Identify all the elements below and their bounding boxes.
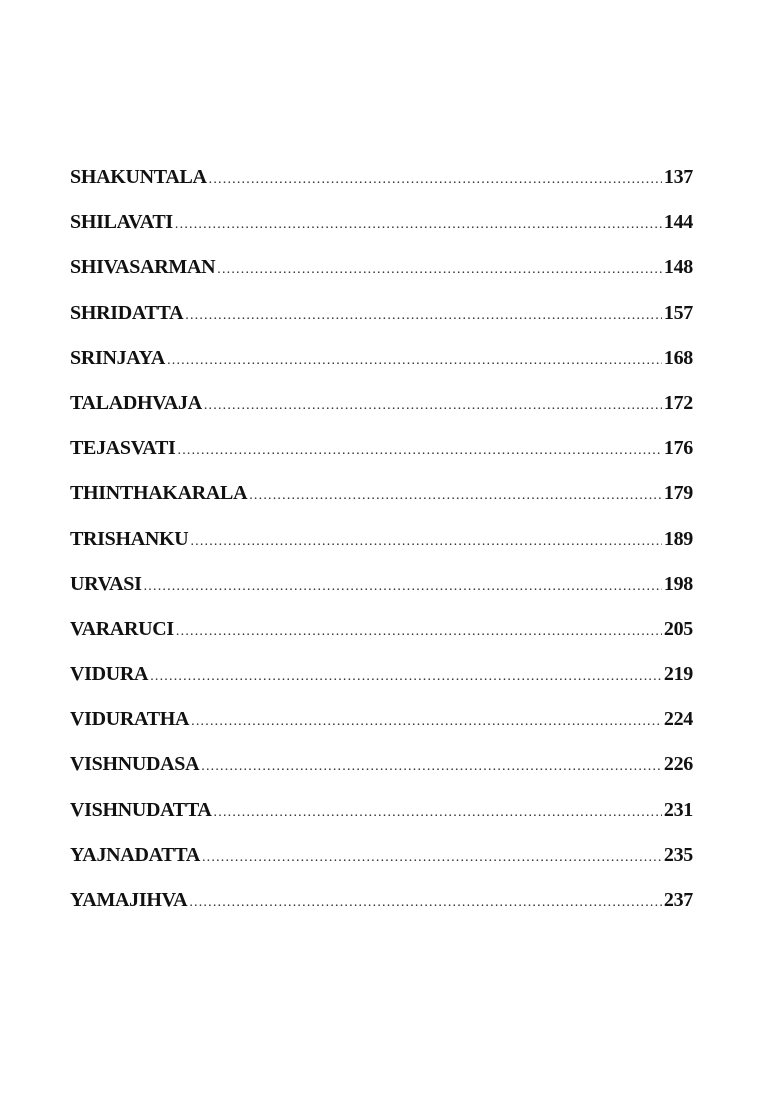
toc-entry-page: 198: [663, 572, 693, 595]
table-of-contents: [70, 166, 693, 934]
toc-entry-page: 179: [663, 482, 693, 505]
toc-entry: [70, 437, 693, 482]
dot-leader: [190, 534, 661, 550]
toc-entry-title: SHRIDATTA: [70, 301, 184, 324]
dot-leader: [204, 398, 662, 414]
toc-entry: [70, 753, 693, 798]
toc-entry-title: VARARUCI: [70, 617, 174, 640]
toc-entry: [70, 799, 693, 844]
toc-entry-page: 168: [663, 346, 693, 369]
toc-entry-title: SHIVASARMAN: [70, 256, 216, 279]
toc-entry-page: 144: [663, 211, 693, 234]
toc-entry-title: YAJNADATTA: [70, 843, 200, 866]
toc-entry-title: TALADHVAJA: [70, 391, 202, 414]
toc-entry-title: TEJASVATI: [70, 437, 176, 460]
toc-entry-page: 176: [663, 437, 693, 460]
toc-entry-page: 205: [663, 617, 693, 640]
dot-leader: [214, 805, 662, 821]
dot-leader: [144, 579, 662, 595]
toc-entry-title: SRINJAYA: [70, 346, 166, 369]
toc-entry-title: VIDURATHA: [70, 708, 190, 731]
dot-leader: [209, 172, 662, 188]
toc-entry-page: 172: [663, 391, 693, 414]
toc-entry-page: 137: [663, 166, 693, 188]
toc-entry-page: 148: [663, 256, 693, 279]
dot-leader: [249, 488, 662, 504]
toc-entry: [70, 844, 693, 889]
dot-leader: [150, 669, 662, 685]
dot-leader: [178, 443, 662, 459]
toc-entry-title: VISHNUDASA: [70, 753, 200, 776]
dot-leader: [185, 308, 662, 324]
toc-entry-page: 157: [663, 301, 693, 324]
toc-entry-title: VISHNUDATTA: [70, 798, 212, 821]
toc-entry: [70, 302, 693, 347]
toc-entry: [70, 211, 693, 256]
toc-entry: [70, 663, 693, 708]
toc-entry: [70, 573, 693, 618]
toc-entry-page: 237: [663, 889, 693, 911]
toc-entry-page: 231: [663, 798, 693, 821]
toc-entry: [70, 618, 693, 663]
toc-entry-title: URVASI: [70, 572, 142, 595]
toc-entry: [70, 889, 693, 934]
dot-leader: [201, 759, 662, 775]
dot-leader: [202, 850, 662, 866]
dot-leader: [176, 624, 662, 640]
toc-entry: [70, 392, 693, 437]
toc-entry: [70, 256, 693, 301]
toc-entry: [70, 347, 693, 392]
dot-leader: [191, 714, 662, 730]
dot-leader: [217, 262, 662, 278]
toc-entry-page: 189: [663, 527, 693, 550]
toc-entry-title: SHAKUNTALA: [70, 166, 207, 188]
toc-entry-page: 226: [663, 753, 693, 776]
toc-entry: [70, 708, 693, 753]
toc-entry: [70, 482, 693, 527]
toc-entry-page: 235: [663, 843, 693, 866]
toc-entry-title: TRISHANKU: [70, 527, 189, 550]
dot-leader: [175, 217, 662, 233]
toc-entry-title: SHILAVATI: [70, 211, 173, 234]
dot-leader: [167, 353, 662, 369]
toc-entry-page: 219: [663, 663, 693, 686]
toc-entry: [70, 166, 693, 211]
toc-entry-title: VIDURA: [70, 663, 149, 686]
toc-entry: [70, 528, 693, 573]
toc-entry-page: 224: [663, 708, 693, 731]
toc-entry-title: YAMAJIHVA: [70, 889, 188, 911]
dot-leader: [189, 895, 662, 911]
toc-entry-title: THINTHAKARALA: [70, 482, 248, 505]
